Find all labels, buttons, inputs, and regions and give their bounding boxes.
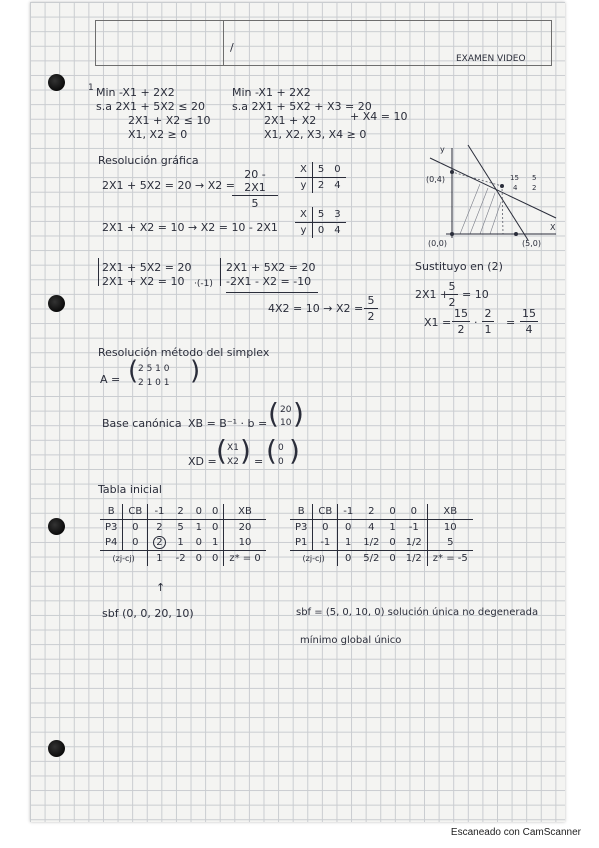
original-constraint-1: s.a 2X1 + 5X2 ≤ 20: [96, 100, 205, 113]
hatch: [460, 184, 501, 234]
value-table-1: X 5 0 y 2 4: [295, 162, 346, 193]
value-table-2: X 5 3 y 0 4: [295, 207, 346, 238]
axis-y-label: y: [440, 145, 445, 154]
xd-zero-2: 0: [278, 457, 284, 467]
exam-title: EXAMEN VIDEO: [456, 54, 526, 64]
label-0-0: (0,0): [428, 239, 447, 248]
label-intersection-y: 5: [532, 174, 537, 182]
result-fraction: $\frac{5}{2}$: [364, 294, 378, 323]
xd-expression: XD =: [188, 455, 217, 468]
substitution-line1: 2X1 +: [415, 288, 450, 301]
substitution-frac1: $\frac{5}{2}$: [446, 280, 458, 309]
xd-right-paren: ): [240, 434, 251, 467]
feasible-region: [452, 172, 503, 234]
substitution-line1-end: = 10: [462, 288, 489, 301]
substitution-frac2a: $\frac{15}{2}$: [454, 307, 468, 336]
standard-objective: Min -X1 + 2X2: [232, 86, 311, 99]
problem-number: 1: [88, 83, 94, 93]
xb-right-paren: ): [293, 397, 304, 430]
xb-expression: XB = B⁻¹ · b =: [188, 417, 268, 430]
system-brace-2: [220, 258, 221, 286]
system-eq-2: 2X1 + X2 = 10: [102, 275, 185, 288]
eq2: 2X1 + X2 = 10 → X2 = 10 - 2X1: [102, 221, 278, 234]
substitution-eq: =: [506, 316, 516, 329]
binder-hole: [48, 295, 65, 312]
xb-left-paren: (: [268, 397, 279, 430]
original-objective: Min -X1 + 2X2: [96, 86, 175, 99]
matrix-A-row-2: 2 1 0 1: [138, 378, 170, 388]
simplex-table-initial: B CB -1 2 0 0 XB P3 0 2 5 1 0 20 P4 0 2 1 0 1 10 (zj-cj) 1 -2 0 0 z* = 0: [100, 504, 266, 566]
system2-eq-1: 2X1 + 5X2 = 20: [226, 261, 316, 274]
minimum-note: mínimo global único: [300, 635, 402, 646]
xd-var-2: X2: [227, 457, 239, 467]
scanner-watermark: Escaneado con CamScanner: [450, 827, 581, 838]
vertex-point: [450, 232, 454, 236]
sbf-final: sbf = (5, 0, 10, 0) solución única no degenerada: [296, 607, 539, 618]
sum-line: [226, 292, 318, 293]
axis-x-label: X: [550, 223, 556, 232]
entering-arrow: ↑: [156, 581, 166, 594]
label-intersection-xden: 4: [513, 184, 518, 192]
xb-value-1: 20: [280, 405, 292, 415]
constraint-line-1: [430, 158, 556, 218]
matrix-A-row-1: 2 5 1 0: [138, 364, 170, 374]
result-eq: 4X2 = 10 → X2 =: [268, 302, 364, 315]
system2-eq-2: -2X1 - X2 = -10: [226, 275, 312, 288]
xd-var-1: X1: [227, 443, 239, 453]
substitution-frac2c: $\frac{15}{4}$: [522, 307, 536, 336]
xd-left-paren: (: [216, 434, 227, 467]
matrix-left-paren: (: [128, 356, 139, 386]
standard-constraint-2: 2X1 + X2: [264, 114, 317, 127]
binder-hole: [48, 740, 65, 757]
xd-zero-right-paren: ): [289, 434, 300, 467]
xb-value-2: 10: [280, 418, 292, 428]
binder-hole: [48, 74, 65, 91]
original-nonneg: X1, X2 ≥ 0: [128, 128, 188, 141]
vertex-point: [450, 170, 454, 174]
substitution-line2: X1 =: [424, 316, 452, 329]
label-0-4: (0,4): [426, 175, 445, 184]
vertex-point: [514, 232, 518, 236]
feasible-region-plot: [410, 140, 560, 250]
label-5-0: (5,0): [522, 239, 541, 248]
xd-zero-1: 0: [278, 443, 284, 453]
substitution-heading: Sustituyo en (2): [415, 260, 503, 273]
matrix-A-label: A =: [100, 373, 121, 386]
eq1-fraction: $\frac{20 - 2X1}{5}$: [232, 168, 278, 210]
header-mark: /: [230, 41, 234, 54]
eq1: 2X1 + 5X2 = 20 → X2 =: [102, 179, 235, 192]
matrix-right-paren: ): [190, 356, 201, 386]
graphic-heading: Resolución gráfica: [98, 154, 199, 167]
simplex-heading: Resolución método del simplex: [98, 346, 270, 359]
constraint-line-2: [468, 145, 528, 240]
sbf-initial: sbf (0, 0, 20, 10): [102, 607, 194, 620]
multiplier: ·(-1): [194, 279, 213, 289]
label-intersection-yden: 2: [532, 184, 537, 192]
pivot-element: 2: [153, 536, 165, 549]
standard-nonneg: X1, X2, X3, X4 ≥ 0: [264, 128, 367, 141]
standard-constraint-2b: + X4 = 10: [350, 110, 408, 123]
base-canonical-label: Base canónica: [102, 417, 182, 430]
substitution-dot: ·: [474, 316, 478, 329]
original-constraint-2: 2X1 + X2 ≤ 10: [128, 114, 211, 127]
xd-zero-left-paren: (: [266, 434, 277, 467]
substitution-frac2b: $\frac{2}{1}$: [482, 307, 494, 336]
binder-hole: [48, 518, 65, 535]
xd-equals: =: [254, 455, 264, 468]
system-eq-1: 2X1 + 5X2 = 20: [102, 261, 192, 274]
label-intersection-x: 15: [510, 174, 519, 182]
simplex-table-final: B CB -1 2 0 0 XB P3 0 0 4 1 -1 10 P1 -1 1 1/2 0 1/2 5 (zj-cj) 0 5/2 0 1/2 z* = -5: [290, 504, 473, 566]
system-brace: [98, 258, 99, 286]
vertex-point: [500, 184, 504, 188]
standard-constraint-1: s.a 2X1 + 5X2 + X3 = 20: [232, 100, 372, 113]
tabla-inicial-heading: Tabla inicial: [98, 483, 162, 496]
